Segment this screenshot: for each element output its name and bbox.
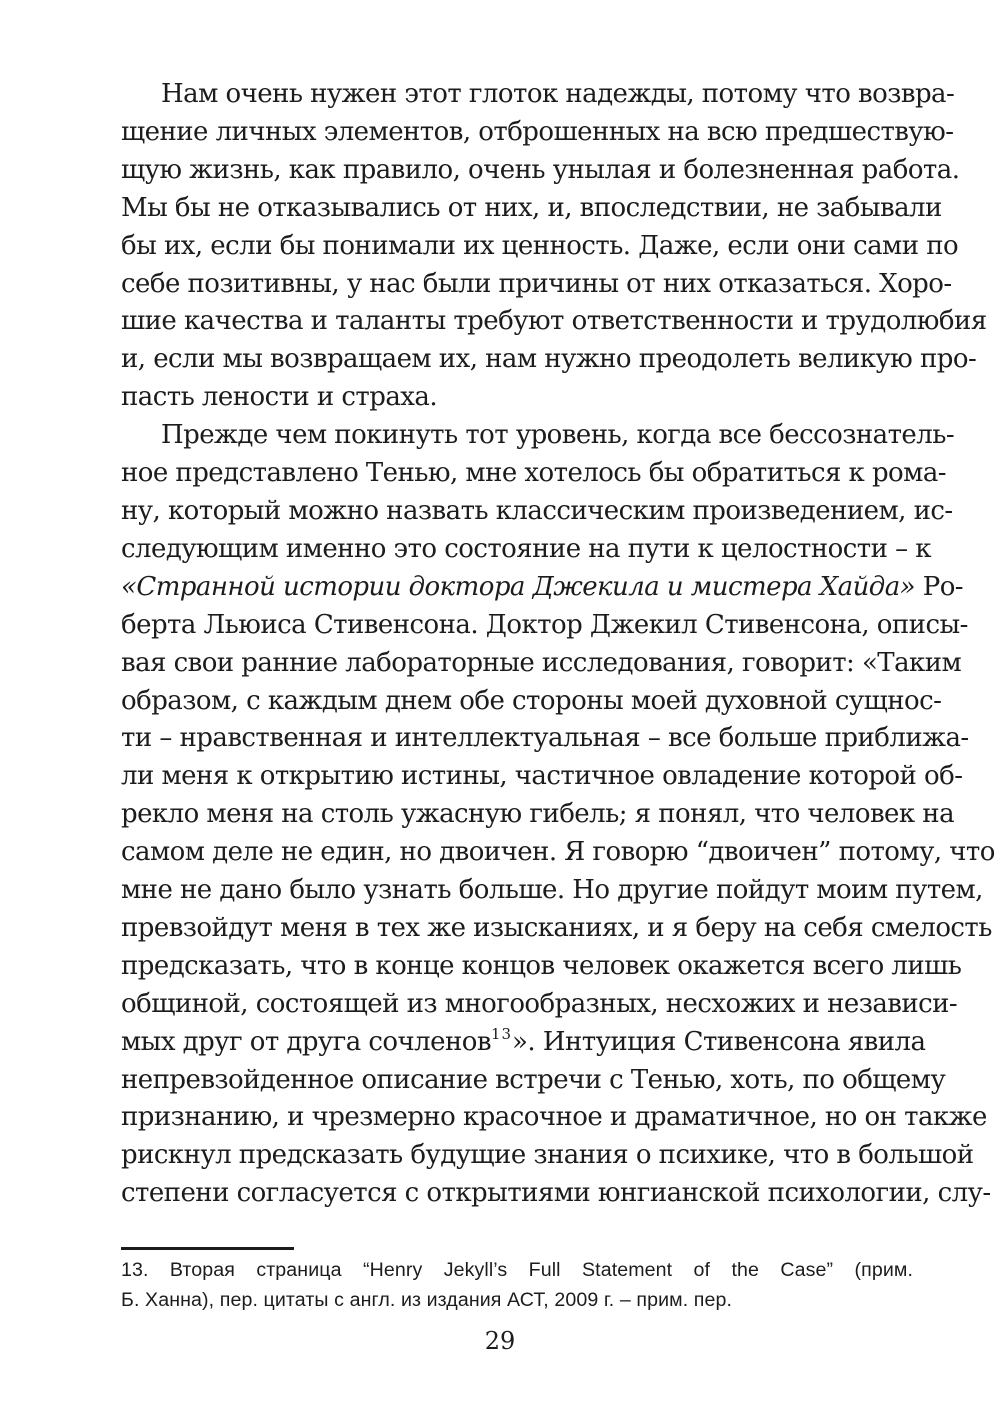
text-fragment: Ро- — [915, 571, 964, 602]
text-line: Прежде чем покинуть тот уровень, когда все бессознатель- — [161, 420, 955, 451]
text-line: ли меня к открытию истины, частичное овладение которой об- — [121, 761, 963, 792]
text-line: предсказать, что в конце концов человек окажется всего лишь — [121, 950, 962, 981]
text-line: ти – нравственная и интеллектуальная – все больше приближа- — [121, 723, 969, 754]
text-line: Мы бы не отказывались от них, и, впоследствии, не забывали — [121, 192, 942, 223]
text-line: рискнул предсказать будущие знания о психике, что в большой — [121, 1140, 974, 1171]
text-line: мне не дано было узнать больше. Но другие пойдут моим путем, — [121, 875, 983, 906]
text-line-with-title — [121, 569, 964, 607]
text-line: образом, с каждым днем обе стороны моей духовной сущнос- — [121, 685, 942, 716]
text-line: щую жизнь, как правило, очень унылая и болезненная работа. — [121, 154, 960, 185]
text-line: превзойдут меня в тех же изысканиях, и я беру на себя смелость — [121, 912, 992, 943]
text-line: щение личных элементов, отброшенных на всю предшествую- — [121, 116, 954, 147]
text-line: степени согласуется с открытиями юнгианской психологии, слу- — [121, 1178, 991, 1209]
text-fragment: мых друг от друга сочленов — [121, 1026, 491, 1057]
text-line-with-footnote-ref — [121, 1024, 926, 1062]
text-line: общиной, состоящей из многообразных, несхожих и независи- — [121, 988, 958, 1019]
text-line: рекло меня на столь ужасную гибель; я понял, что человек на — [121, 799, 955, 830]
footnote-line: Б. Ханна), пер. цитаты с англ. из издания АСТ, 2009 г. – прим. пер. — [121, 1289, 733, 1311]
text-line: бы их, если бы понимали их ценность. Даже, если они сами по — [121, 230, 959, 261]
text-line: вая свои ранние лабораторные исследования, говорит: «Таким — [121, 647, 962, 678]
text-line: признанию, и чрезмерно красочное и драматичное, но он также — [121, 1102, 987, 1133]
paragraph-1 — [121, 76, 987, 417]
text-line: Нам очень нужен этот глоток надежды, потому что возвра- — [161, 79, 955, 109]
page-body — [121, 76, 995, 1213]
text-line: ну, который можно назвать классическим произведением, ис- — [121, 495, 953, 526]
footnote-reference[interactable]: 13 — [490, 1024, 513, 1043]
text-line: шие качества и таланты требуют ответственности и трудолюбия — [121, 306, 987, 337]
text-line: самом деле не един, но двоичен. Я говорю “двоичен” потому, что — [121, 837, 995, 868]
text-line: и, если мы возвращаем их, нам нужно преодолеть великую про- — [121, 344, 977, 375]
text-line: ное представлено Тенью, мне хотелось бы обратиться к рома- — [121, 458, 947, 489]
text-line: пасть лености и страха. — [121, 382, 438, 413]
text-line: следующим именно это состояние на пути к целостности – к — [121, 533, 931, 564]
paragraph-2 — [121, 417, 995, 1213]
footnote-line: 13. Вторая страница “Henry Jekyll’s Full Statement of the Case” (прим. — [121, 1259, 913, 1281]
page-number: 29 — [484, 1327, 516, 1355]
text-line: непревзойденное описание встречи с Тенью, хоть, по общему — [121, 1064, 946, 1095]
text-line: берта Льюиса Стивенсона. Доктор Джекил Стивенсона, описы- — [121, 609, 968, 640]
footnote-divider — [121, 1247, 294, 1250]
book-title: «Странной истории доктора Джекила и мистера Хайда» — [121, 571, 916, 602]
text-fragment: ». Интуиция Стивенсона явила — [512, 1026, 926, 1057]
footnote — [121, 1255, 913, 1315]
text-line: себе позитивны, у нас были причины от них отказаться. Хоро- — [121, 268, 952, 299]
